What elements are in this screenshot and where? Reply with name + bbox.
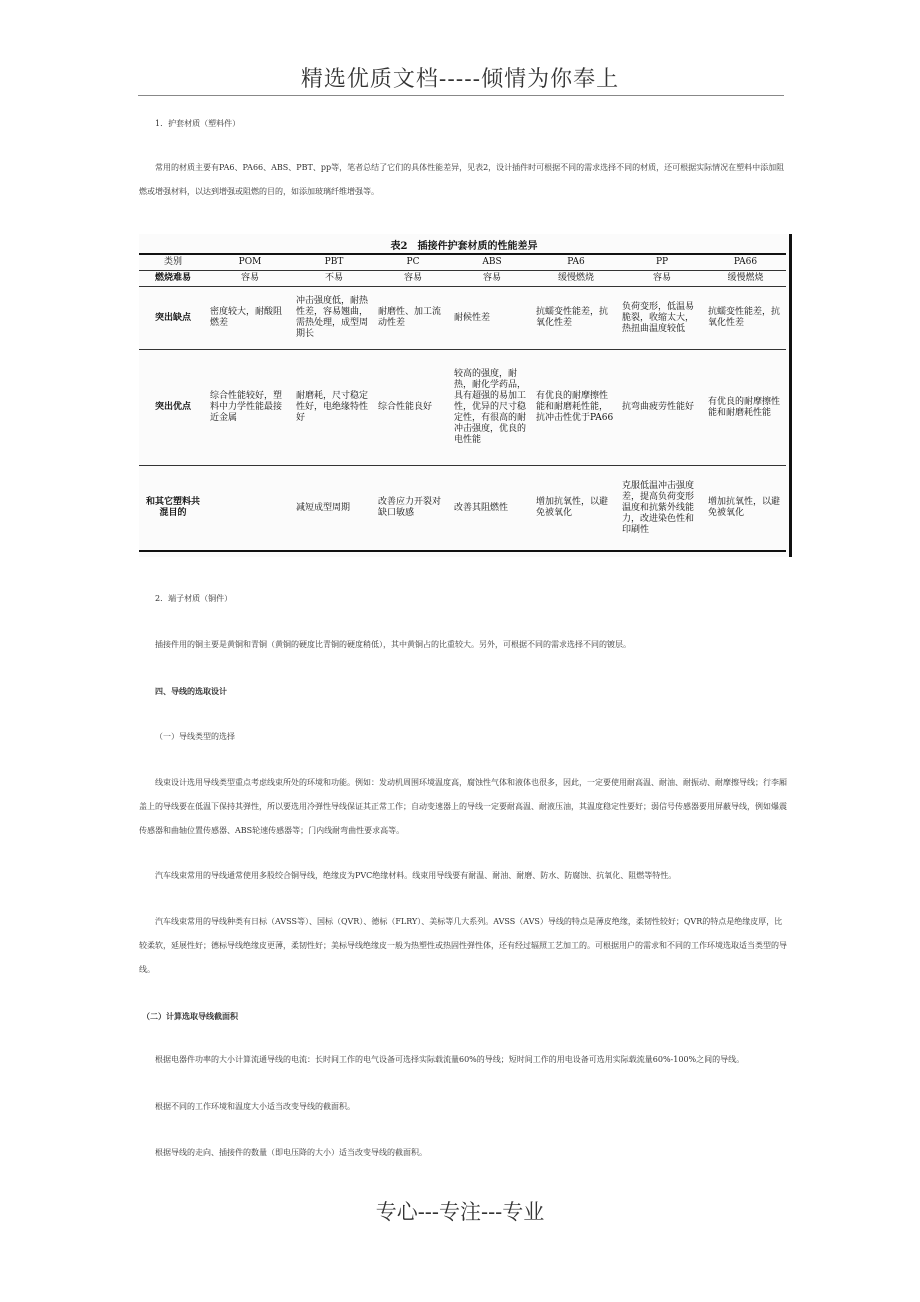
- paragraph-wire-environment: 线束设计选用导线类型重点考虑线束所处的环境和功能。例如：发动机周围环境温度高，腐蚀性气体和液体也很多，因此，一定要使用耐高温、耐油、耐振动、耐摩擦导线；行李厢盖上的导线要在低温下保持其弹性，所以要选用冷弹性导线保证其正常工作；自动变速器上的导线一定要耐高温、耐液压油，其温度稳定性要好；弱信号传感器要用屏蔽导线，例如爆震传感器和曲轴位置传感器、ABS轮速传感器等；门内线耐弯曲性要求高等。: [139, 778, 787, 835]
- col-header: POM: [207, 254, 293, 271]
- paragraph-sheath-material: 常用的材质主要有PA6、PA66、ABS、PBT、pp等，笔者总结了它们的具体性能差异，见表2，设计插件时可根据不同的需求选择不同的材质，还可根据实际情况在塑料中添加阻燃或增强材料，以达到增强或阻燃的目的，如添加玻璃纤维增强等。: [139, 163, 785, 196]
- table-cell: 耐候性差: [451, 287, 533, 350]
- material-performance-table: [139, 253, 786, 552]
- col-header: PC: [375, 254, 451, 271]
- col-header: PP: [619, 254, 705, 271]
- table-row: [139, 350, 786, 466]
- table-cell: 改善应力开裂对缺口敏感: [375, 466, 451, 552]
- paragraph-wire-standards: 汽车线束常用的导线种类有日标（AVSS等）、国标（QVR）、德标（FLRY）、美标等几大系列。AVSS（AVS）导线的特点是薄皮绝缘，柔韧性较好；QVR的特点是绝缘皮厚，比较柔软，延展性好；德标导线绝缘皮更薄，柔韧性好；美标导线绝缘皮一般为热塑性或热固性弹性体，还有经过辐照工艺加工的。可根据用户的需求和不同的工作环境选取适当类型的导线。: [139, 917, 787, 974]
- col-header: ABS: [451, 254, 533, 271]
- table-row: [139, 466, 786, 552]
- table-cell: 容易: [375, 271, 451, 287]
- col-header: PBT: [293, 254, 375, 271]
- table-title: 表2 插接件护套材质的性能差异: [390, 241, 538, 252]
- table-cell: 综合性能较好，塑料中力学性能最接近金属: [207, 350, 293, 466]
- row-label: 突出缺点: [139, 287, 207, 350]
- col-header: PA66: [705, 254, 786, 271]
- table-cell: 抗弯曲疲劳性能好: [619, 350, 705, 466]
- header-divider: [138, 95, 784, 96]
- table-cell: 不易: [293, 271, 375, 287]
- col-header: PA6: [533, 254, 619, 271]
- paragraph-current-calc: 根据电器件功率的大小计算流通导线的电流：长时间工作的电气设备可选择实际载流量60%的导线；短时间工作的用电设备可选用实际载流量60%-100%之间的导线。: [155, 1055, 745, 1064]
- table-cell: 耐磨性、加工流动性差: [375, 287, 451, 350]
- table-cell: 较高的强度，耐热，耐化学药品，具有超强的易加工性，优异的尺寸稳定性，有很高的耐冲击强度，优良的电性能: [451, 350, 533, 466]
- page-footer-text: 专心---专注---专业: [375, 1200, 545, 1224]
- heading-terminal-material: 2．端子材质（铜件）: [155, 594, 233, 603]
- subheading-wire-type: （一）导线类型的选择: [155, 732, 235, 741]
- row-label: 燃烧难易: [139, 271, 207, 287]
- table-cell: 有优良的耐摩擦性能和耐磨耗性能，抗冲击性优于PA66: [533, 350, 619, 466]
- table-cell: 有优良的耐摩擦性能和耐磨耗性能: [705, 350, 786, 466]
- table-cell: 增加抗氧性，以避免被氧化: [705, 466, 786, 552]
- subheading-wire-cross-section: （二）计算选取导线截面积: [142, 1011, 238, 1021]
- table-cell: 容易: [451, 271, 533, 287]
- page-header-title: 精选优质文档-----倾情为你奉上: [300, 67, 620, 92]
- table-cell: 密度较大，耐酸阻燃差: [207, 287, 293, 350]
- paragraph-voltage-drop: 根据导线的走向、插接件的数量（即电压降的大小）适当改变导线的截面积。: [155, 1148, 427, 1157]
- row-label: 突出优点: [139, 350, 207, 466]
- col-header: 类别: [139, 254, 207, 271]
- table-cell: 冲击强度低，耐热性差，容易翘曲，需热处理，成型周期长: [293, 287, 375, 350]
- table-cell: 耐磨耗，尺寸稳定性好，电绝缘特性好: [293, 350, 375, 466]
- table-cell: 改善其阻燃性: [451, 466, 533, 552]
- table-cell: 抗蠕变性能差，抗氧化性差: [533, 287, 619, 350]
- table-cell: 容易: [619, 271, 705, 287]
- paragraph-environment-temp: 根据不同的工作环境和温度大小适当改变导线的截面积。: [155, 1102, 355, 1111]
- table-cell: 容易: [207, 271, 293, 287]
- table-cell: 增加抗氧性，以避免被氧化: [533, 466, 619, 552]
- heading-sheath-material: 1．护套材质（塑料件）: [155, 119, 241, 128]
- heading-wire-selection: 四、导线的选取设计: [155, 686, 227, 696]
- table-header-row: [139, 254, 786, 271]
- table-cell: [207, 466, 293, 552]
- paragraph-terminal-material: 插接件用的铜主要是黄铜和青铜（黄铜的硬度比青铜的硬度稍低），其中黄铜占的比重较大。另外，可根据不同的需求选择不同的镀层。: [155, 640, 631, 649]
- table-row: [139, 287, 786, 350]
- table-cell: 抗蠕变性能差，抗氧化性差: [705, 287, 786, 350]
- table-cell: 克服低温冲击强度差，提高负荷变形温度和抗紫外线能力，改进染色性和印刷性: [619, 466, 705, 552]
- table-cell: 综合性能良好: [375, 350, 451, 466]
- table-cell: 缓慢燃烧: [533, 271, 619, 287]
- table-cell: 缓慢燃烧: [705, 271, 786, 287]
- table-cell: 减短成型周期: [293, 466, 375, 552]
- row-label: 和其它塑料共混目的: [139, 466, 207, 552]
- table-row: [139, 271, 786, 287]
- material-performance-table-image: [139, 234, 792, 557]
- paragraph-wire-material: 汽车线束常用的导线通常使用多股绞合铜导线，绝缘皮为PVC绝缘材料。线束用导线要有耐温、耐油、耐磨、防水、防腐蚀、抗氧化、阻燃等特性。: [155, 871, 677, 880]
- table-cell: 负荷变形，低温易脆裂，收缩太大，热扭曲温度较低: [619, 287, 705, 350]
